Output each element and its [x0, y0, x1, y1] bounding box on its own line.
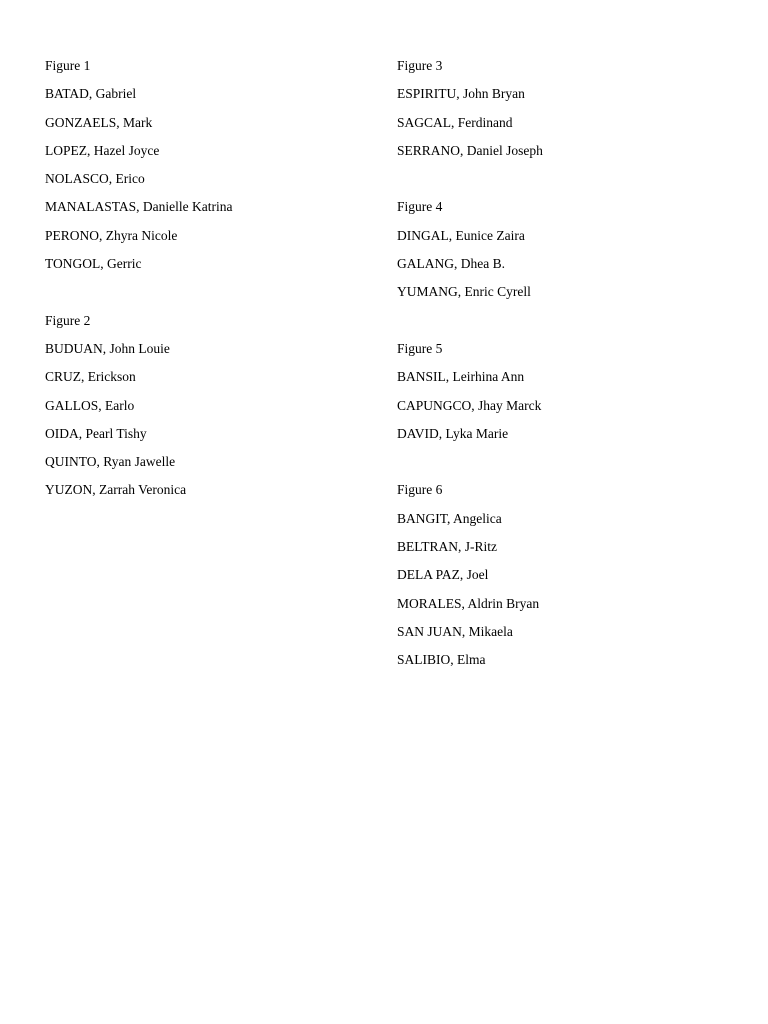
figure-heading: Figure 2	[45, 312, 91, 328]
left-column	[45, 52, 375, 533]
figure-heading: Figure 4	[397, 199, 443, 215]
member-name: DINGAL, Eunice Zaira	[397, 227, 525, 243]
member-name: LOPEZ, Hazel Joyce	[45, 142, 160, 158]
member-name: SERRANO, Daniel Joseph	[397, 142, 543, 158]
member-name: CRUZ, Erickson	[45, 369, 136, 385]
member-name: CAPUNGCO, Jhay Marck	[397, 397, 542, 413]
member-name: QUINTO, Ryan Jawelle	[45, 454, 176, 470]
figure-heading: Figure 6	[397, 482, 443, 498]
member-name: TONGOL, Gerric	[45, 256, 142, 272]
member-name: NOLASCO, Erico	[45, 171, 145, 187]
figure-group	[397, 335, 727, 448]
figure-group	[45, 307, 375, 505]
member-name: YUMANG, Enric Cyrell	[397, 284, 531, 300]
member-name: BUDUAN, John Louie	[45, 340, 170, 356]
member-name: GONZAELS, Mark	[45, 114, 153, 130]
figure-heading: Figure 1	[45, 58, 91, 73]
member-name: OIDA, Pearl Tishy	[45, 425, 147, 441]
right-column	[397, 52, 727, 703]
member-name: BANSIL, Leirhina Ann	[397, 369, 525, 385]
figure-group	[397, 476, 727, 674]
figure-group	[397, 193, 727, 306]
member-name: SALIBIO, Elma	[397, 652, 486, 668]
member-name: ESPIRITU, John Bryan	[397, 86, 525, 102]
member-name: MORALES, Aldrin Bryan	[397, 595, 540, 611]
member-name: MANALASTAS, Danielle Katrina	[45, 199, 233, 215]
member-name: SAGCAL, Ferdinand	[397, 114, 513, 130]
member-name: YUZON, Zarrah Veronica	[45, 482, 187, 498]
figure-heading: Figure 5	[397, 340, 443, 356]
member-name: PERONO, Zhyra Nicole	[45, 227, 178, 243]
member-name: BANGIT, Angelica	[397, 510, 502, 526]
member-name: DAVID, Lyka Marie	[397, 425, 509, 441]
member-name: BELTRAN, J-Ritz	[397, 539, 498, 555]
figure-heading: Figure 3	[397, 58, 443, 73]
member-name: GALLOS, Earlo	[45, 397, 135, 413]
member-name: GALANG, Dhea B.	[397, 256, 505, 272]
member-name: SAN JUAN, Mikaela	[397, 623, 513, 639]
figure-group	[397, 52, 727, 165]
figure-group	[45, 52, 375, 278]
member-name: BATAD, Gabriel	[45, 86, 137, 102]
member-name: DELA PAZ, Joel	[397, 567, 489, 583]
